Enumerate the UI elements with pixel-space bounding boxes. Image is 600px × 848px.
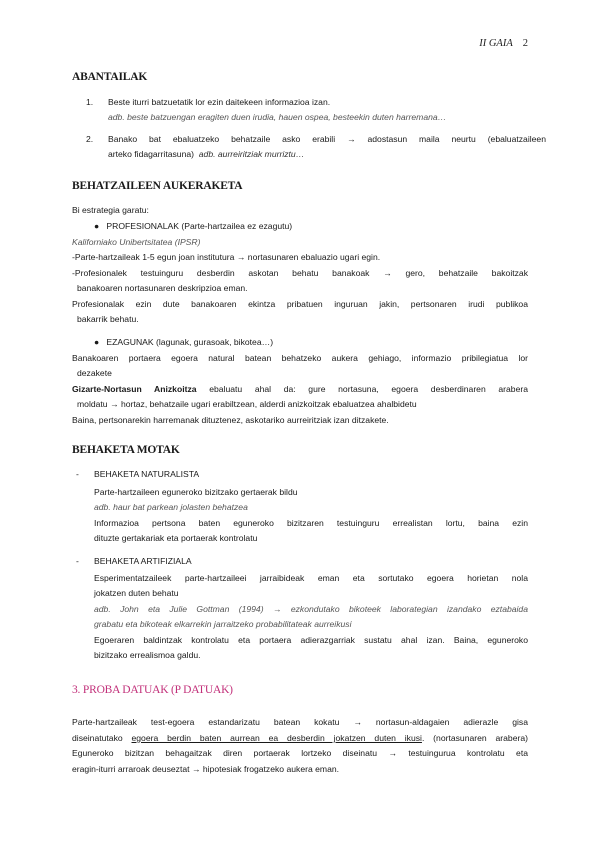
bullet-label: EZAGUNAK (lagunak, gurasoak, bikotea…) bbox=[106, 337, 274, 347]
list-text-cont: arteko fidagarritasuna) bbox=[108, 149, 194, 159]
paragraph-line: dituzte gertakariak eta portaerak kontrolatu bbox=[94, 533, 258, 543]
list-number: 2. bbox=[86, 134, 94, 144]
paragraph-text: ebaluatu ahal da: gure nortasuna, egoera desberdinaren arabera bbox=[209, 384, 529, 394]
paragraph-line: Banakoaren portaera egoera natural batean behatzeko aukera gehiago, informazio pribilegiatua lor bbox=[72, 353, 528, 363]
example-text: grabatu eta bikoteak elkarrekin jarraitzeko probabilitateak aurreikusi bbox=[94, 619, 352, 629]
example-text: adb. haur bat parkean jolasten behatzea bbox=[94, 502, 248, 512]
dash-marker: - bbox=[76, 469, 79, 479]
paragraph-line: Esperimentatzaileek parte-hartzaileei jarraibideak eman eta sortutako egoera horietan nola bbox=[94, 573, 528, 583]
paragraph-line: jokatzen duten behatu bbox=[94, 588, 179, 598]
paragraph-line bbox=[72, 382, 528, 397]
heading-aukeraketa: BEHATZAILEEN AUKERAKETA bbox=[72, 180, 243, 192]
paragraph-line: Parte-hartzaileak test-egoera estandarizatu batean kokatu → nortasun-aldagaien adierazle gisa bbox=[72, 717, 528, 727]
paragraph-line bbox=[72, 731, 528, 746]
heading-behaketa: BEHAKETA MOTAK bbox=[72, 444, 180, 456]
paragraph-line: bakarrik behatu. bbox=[77, 314, 139, 324]
heading-abantailak: ABANTAILAK bbox=[72, 71, 148, 83]
underlined-text: egoera berdin baten aurrean ea desberdin jokatzen duten ikusi bbox=[131, 733, 422, 743]
paragraph-text: diseinatutako bbox=[72, 733, 123, 743]
dash-marker: - bbox=[76, 556, 79, 566]
example-text: adb. John eta Julie Gottman (1994) → ezkondutako bikoteek laborategian izandako eztabaida bbox=[94, 604, 528, 614]
paragraph-line: Eguneroko bizitzan behagaitzak diren portaerak lortzeko diseinatu → testuingurua kontrolatu eta bbox=[72, 748, 528, 758]
list-text: Banako bat ebaluatzeko behatzaile asko erabili → adostasun maila neurtu (ebaluatzaileen bbox=[108, 134, 546, 144]
paragraph-line: eragin-iturri arraroak deuseztat → hipotesiak frogatzeko aukera eman. bbox=[72, 764, 340, 774]
bullet-label: PROFESIONALAK (Parte-hartzailea ez ezagutu) bbox=[106, 221, 293, 231]
bullet-profesionalak bbox=[94, 219, 292, 234]
paragraph-line: banakoaren nortasunaren deskripzioa eman. bbox=[77, 283, 248, 293]
paragraph-line: Informazioa pertsona baten eguneroko bizitzaren testuinguru errealistan lortu, baina ezin bbox=[94, 518, 528, 528]
paragraph-line: dezakete bbox=[77, 368, 112, 378]
bullet-ezagunak bbox=[94, 335, 273, 350]
bold-term: Gizarte-Nortasun Anizkoitza bbox=[72, 384, 197, 394]
intro-text: Bi estrategia garatu: bbox=[72, 205, 149, 215]
institution-name: Kaliforniako Unibertsitatea (IPSR) bbox=[72, 237, 201, 247]
paragraph-line: moldatu → hortaz, behatzaile ugari erabiltzean, alderdi anizkoitzak ebaluatzea ahalbidetu bbox=[77, 399, 417, 409]
type-title: BEHAKETA ARTIFIZIALA bbox=[94, 556, 192, 566]
list-item bbox=[86, 95, 546, 127]
heading-proba-datuak: 3. PROBA DATUAK (P DATUAK) bbox=[72, 684, 233, 696]
list-item bbox=[86, 132, 546, 164]
list-number: 1. bbox=[86, 97, 94, 107]
paragraph-line: Parte-hartzaileen eguneroko bizitzako gertaerak bildu bbox=[94, 487, 298, 497]
bullet-icon: ● bbox=[94, 221, 100, 231]
list-text: Beste iturri batzuetatik lor ezin daitekeen informazioa izan. bbox=[108, 97, 331, 107]
example-text: adb. beste batzuengan eragiten duen irudia, hauen ospea, besteekin duten harremana… bbox=[108, 112, 447, 122]
paragraph-line: Baina, pertsonarekin harremanak dituztenez, askotariko aurreiritziak izan ditzakete. bbox=[72, 415, 389, 425]
paragraph-line: bizitzako errealismoa galdu. bbox=[94, 650, 201, 660]
paragraph-text: . (nortasunaren arabera) bbox=[421, 733, 528, 743]
type-title: BEHAKETA NATURALISTA bbox=[94, 469, 200, 479]
paragraph-line: -Parte-hartzaileak 1-5 egun joan institutura → nortasunaren ebaluazio ugari egin. bbox=[72, 252, 381, 262]
page-number: 2 bbox=[522, 38, 528, 49]
example-text: adb. aurreiritziak murriztu… bbox=[198, 149, 305, 159]
paragraph-line: -Profesionalek testuinguru desberdin askotan behatu banakoak → gero, behatzaile bakoitzak bbox=[72, 268, 528, 278]
paragraph-line: Egoeraren baldintzak kontrolatu eta portaera adierazgarriak sustatu ahal izan. Baina, eguneroko bbox=[94, 635, 528, 645]
bullet-icon: ● bbox=[94, 337, 100, 347]
chapter-title: II GAIA bbox=[479, 38, 513, 49]
page-header bbox=[479, 38, 528, 49]
paragraph-line: Profesionalak ezin dute banakoaren ekintza pribatuen inguruan jakin, pertsonaren irudi publikoa bbox=[72, 299, 528, 309]
